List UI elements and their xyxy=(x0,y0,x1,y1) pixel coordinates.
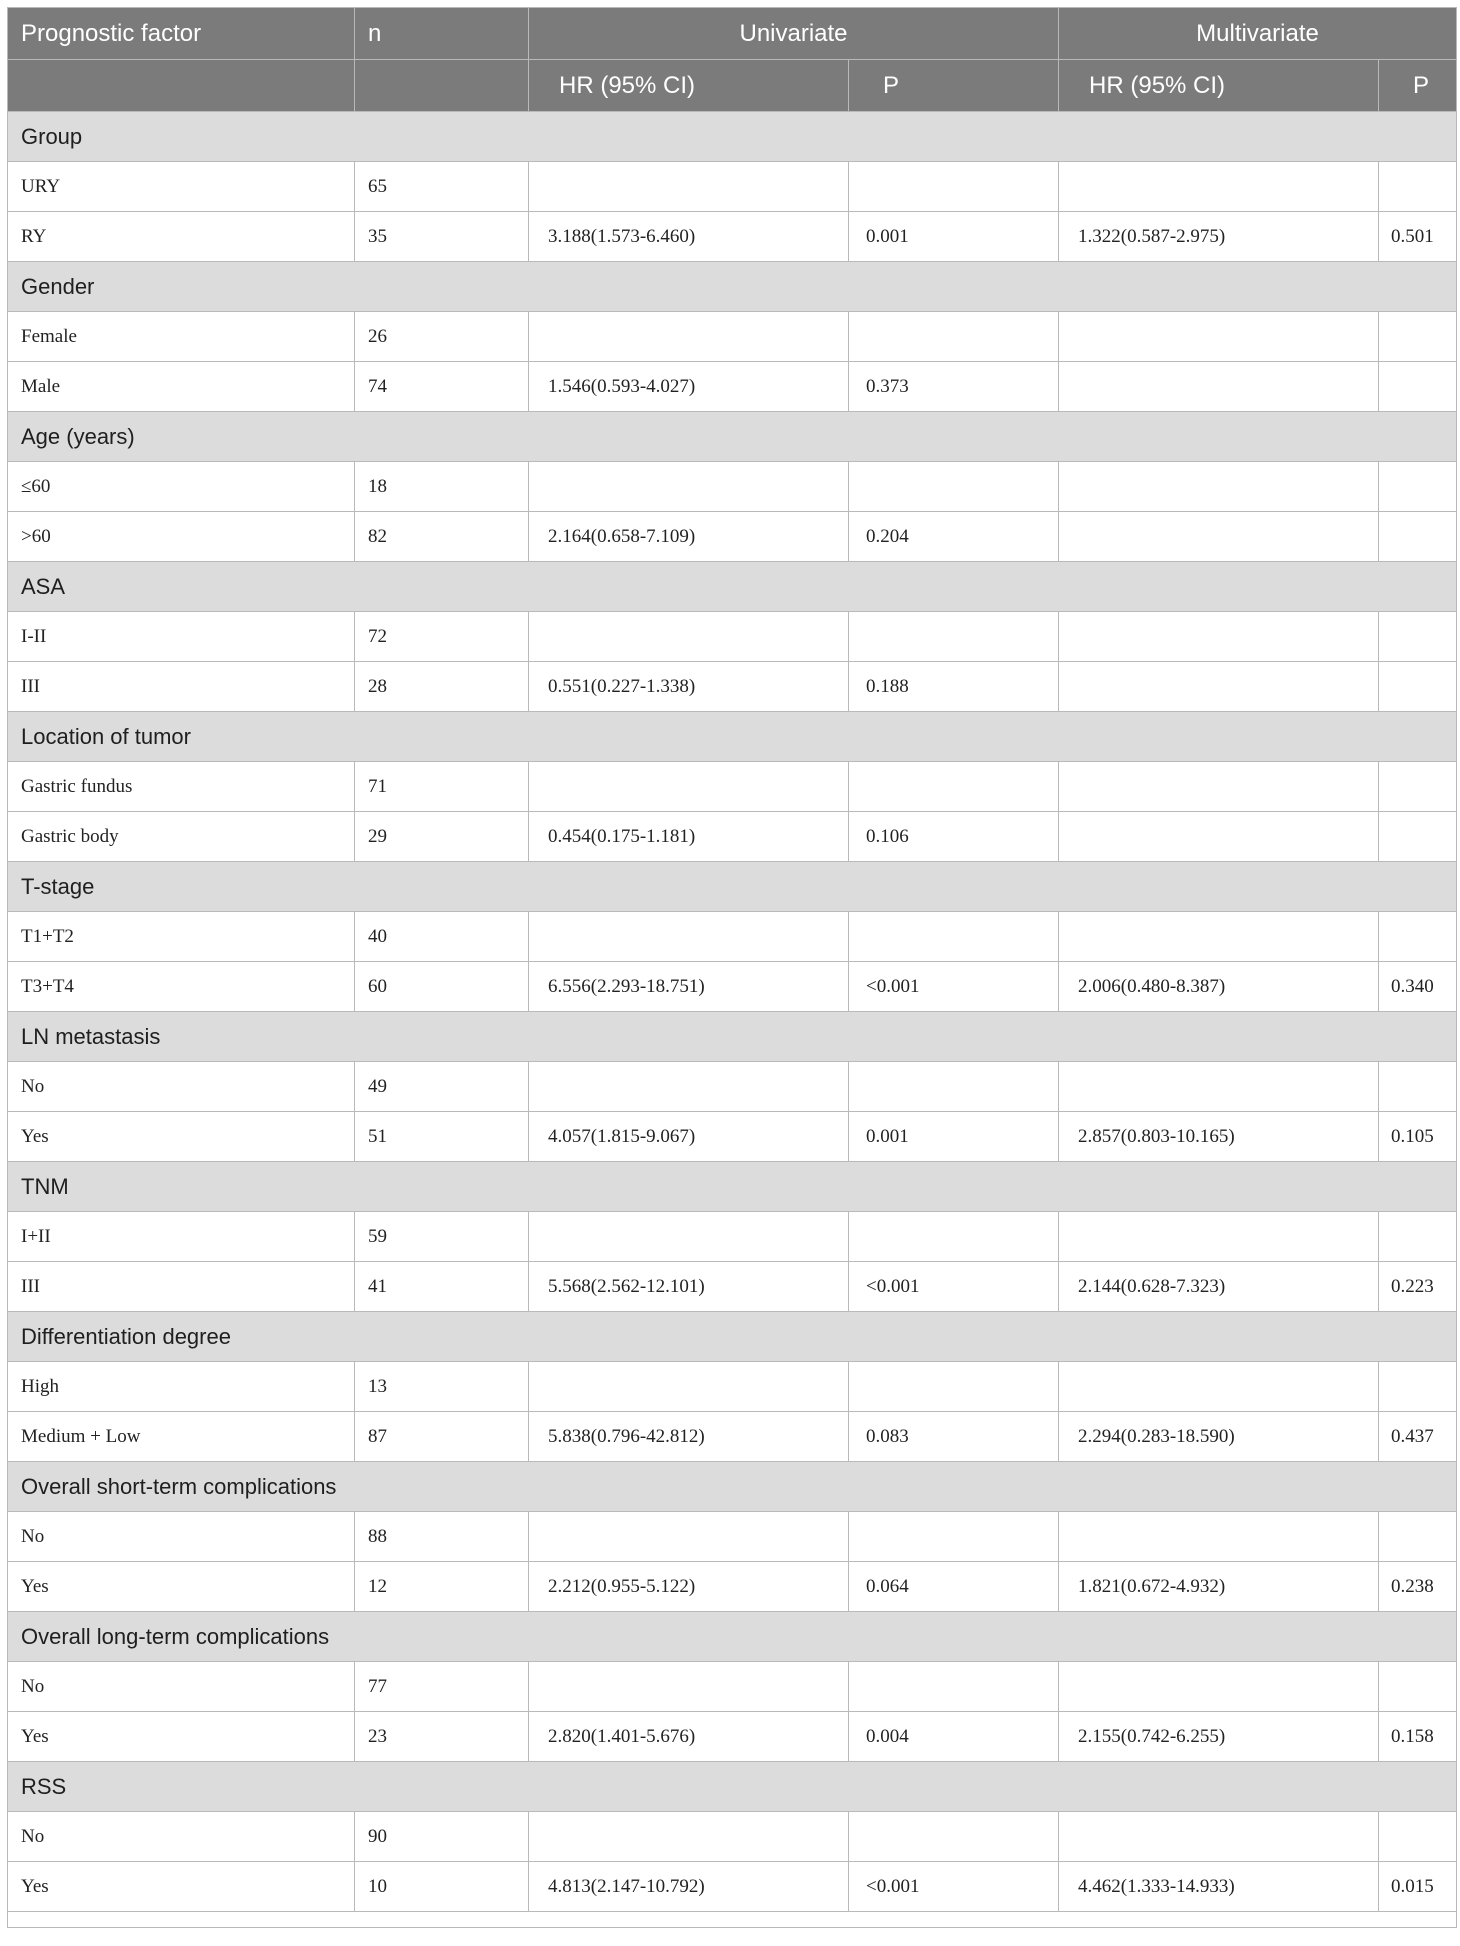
row-univariate-p xyxy=(849,1362,1059,1412)
header-blank-n xyxy=(355,60,529,112)
row-n: 60 xyxy=(355,962,529,1012)
row-n: 18 xyxy=(355,462,529,512)
row-multivariate-hr xyxy=(1059,462,1379,512)
row-label: RY xyxy=(8,212,355,262)
header-row-sub xyxy=(8,60,1457,112)
row-univariate-p xyxy=(849,762,1059,812)
row-label: Yes xyxy=(8,1562,355,1612)
row-multivariate-p xyxy=(1379,1662,1457,1712)
table-row xyxy=(8,1412,1457,1462)
table-row xyxy=(8,312,1457,362)
section-title: T-stage xyxy=(8,862,1457,912)
table-row xyxy=(8,912,1457,962)
table-header xyxy=(8,8,1457,112)
section-title: Age (years) xyxy=(8,412,1457,462)
header-univariate-hr: HR (95% CI) xyxy=(529,60,849,112)
row-multivariate-p: 0.223 xyxy=(1379,1262,1457,1312)
row-n: 87 xyxy=(355,1412,529,1462)
table-row xyxy=(8,612,1457,662)
prognostic-factor-table xyxy=(7,7,1457,1928)
table-row xyxy=(8,1862,1457,1912)
section-row xyxy=(8,1012,1457,1062)
row-univariate-p xyxy=(849,162,1059,212)
row-univariate-p xyxy=(849,612,1059,662)
row-multivariate-p xyxy=(1379,612,1457,662)
table-row xyxy=(8,962,1457,1012)
section-row xyxy=(8,862,1457,912)
section-title: ASA xyxy=(8,562,1457,612)
row-n: 49 xyxy=(355,1062,529,1112)
row-multivariate-p xyxy=(1379,512,1457,562)
table-row xyxy=(8,462,1457,512)
table-row xyxy=(8,1112,1457,1162)
row-label: No xyxy=(8,1812,355,1862)
row-univariate-p: 0.083 xyxy=(849,1412,1059,1462)
row-univariate-hr xyxy=(529,1812,849,1862)
row-n: 82 xyxy=(355,512,529,562)
section-title: Group xyxy=(8,112,1457,162)
row-label: Yes xyxy=(8,1112,355,1162)
row-n: 28 xyxy=(355,662,529,712)
row-multivariate-hr xyxy=(1059,312,1379,362)
row-univariate-hr: 0.551(0.227-1.338) xyxy=(529,662,849,712)
row-n: 77 xyxy=(355,1662,529,1712)
table-row xyxy=(8,1062,1457,1112)
row-univariate-p: 0.064 xyxy=(849,1562,1059,1612)
row-label: >60 xyxy=(8,512,355,562)
row-univariate-hr: 2.212(0.955-5.122) xyxy=(529,1562,849,1612)
section-row xyxy=(8,562,1457,612)
row-n: 51 xyxy=(355,1112,529,1162)
row-multivariate-hr xyxy=(1059,662,1379,712)
row-label: ≤60 xyxy=(8,462,355,512)
row-univariate-p xyxy=(849,1212,1059,1262)
row-n: 12 xyxy=(355,1562,529,1612)
row-label: High xyxy=(8,1362,355,1412)
row-n: 41 xyxy=(355,1262,529,1312)
header-prognostic-factor: Prognostic factor xyxy=(8,8,355,60)
row-label: I-II xyxy=(8,612,355,662)
section-title: RSS xyxy=(8,1762,1457,1812)
section-row xyxy=(8,712,1457,762)
table-row xyxy=(8,212,1457,262)
row-multivariate-p xyxy=(1379,662,1457,712)
row-univariate-hr xyxy=(529,1362,849,1412)
section-row xyxy=(8,112,1457,162)
row-multivariate-p: 0.238 xyxy=(1379,1562,1457,1612)
row-n: 74 xyxy=(355,362,529,412)
row-n: 29 xyxy=(355,812,529,862)
section-row xyxy=(8,1162,1457,1212)
row-multivariate-hr xyxy=(1059,762,1379,812)
row-multivariate-hr xyxy=(1059,1212,1379,1262)
row-label: T3+T4 xyxy=(8,962,355,1012)
row-univariate-p: 0.001 xyxy=(849,212,1059,262)
row-univariate-hr xyxy=(529,612,849,662)
section-row xyxy=(8,262,1457,312)
row-n: 71 xyxy=(355,762,529,812)
row-label: III xyxy=(8,662,355,712)
row-univariate-hr xyxy=(529,1212,849,1262)
table-row xyxy=(8,162,1457,212)
row-multivariate-hr xyxy=(1059,1362,1379,1412)
row-n: 90 xyxy=(355,1812,529,1862)
row-label: Medium + Low xyxy=(8,1412,355,1462)
row-multivariate-p xyxy=(1379,1062,1457,1112)
row-n: 72 xyxy=(355,612,529,662)
row-univariate-p: 0.004 xyxy=(849,1712,1059,1762)
section-title: TNM xyxy=(8,1162,1457,1212)
row-label: Gastric fundus xyxy=(8,762,355,812)
section-row xyxy=(8,1762,1457,1812)
row-univariate-p: <0.001 xyxy=(849,1262,1059,1312)
row-univariate-hr: 1.546(0.593-4.027) xyxy=(529,362,849,412)
row-univariate-p: <0.001 xyxy=(849,1862,1059,1912)
row-multivariate-p xyxy=(1379,162,1457,212)
row-univariate-p: 0.001 xyxy=(849,1112,1059,1162)
header-univariate-p: P xyxy=(849,60,1059,112)
row-multivariate-p xyxy=(1379,762,1457,812)
row-univariate-hr xyxy=(529,462,849,512)
row-multivariate-p xyxy=(1379,912,1457,962)
row-multivariate-p xyxy=(1379,462,1457,512)
row-univariate-p: 0.373 xyxy=(849,362,1059,412)
row-multivariate-hr xyxy=(1059,162,1379,212)
row-univariate-hr xyxy=(529,312,849,362)
row-n: 65 xyxy=(355,162,529,212)
header-n: n xyxy=(355,8,529,60)
row-univariate-p xyxy=(849,1512,1059,1562)
row-univariate-hr xyxy=(529,1512,849,1562)
row-multivariate-p xyxy=(1379,1512,1457,1562)
table-row xyxy=(8,1362,1457,1412)
section-title: Overall short-term complications xyxy=(8,1462,1457,1512)
section-row xyxy=(8,1312,1457,1362)
row-multivariate-hr xyxy=(1059,912,1379,962)
row-univariate-hr: 6.556(2.293-18.751) xyxy=(529,962,849,1012)
header-row-top xyxy=(8,8,1457,60)
section-row xyxy=(8,1612,1457,1662)
row-label: Yes xyxy=(8,1862,355,1912)
header-multivariate: Multivariate xyxy=(1059,8,1457,60)
row-multivariate-p: 0.501 xyxy=(1379,212,1457,262)
row-univariate-p xyxy=(849,312,1059,362)
table-footer-row xyxy=(8,1912,1457,1928)
row-multivariate-hr xyxy=(1059,512,1379,562)
row-univariate-hr: 0.454(0.175-1.181) xyxy=(529,812,849,862)
row-univariate-hr xyxy=(529,912,849,962)
row-univariate-hr: 4.057(1.815-9.067) xyxy=(529,1112,849,1162)
row-label: I+II xyxy=(8,1212,355,1262)
table-row xyxy=(8,1812,1457,1862)
row-multivariate-hr xyxy=(1059,1512,1379,1562)
row-multivariate-p: 0.015 xyxy=(1379,1862,1457,1912)
table-row xyxy=(8,362,1457,412)
section-title: LN metastasis xyxy=(8,1012,1457,1062)
section-title: Overall long-term complications xyxy=(8,1612,1457,1662)
table-row xyxy=(8,762,1457,812)
row-univariate-hr xyxy=(529,162,849,212)
row-univariate-p xyxy=(849,912,1059,962)
row-univariate-hr: 2.164(0.658-7.109) xyxy=(529,512,849,562)
row-univariate-p xyxy=(849,462,1059,512)
row-multivariate-hr xyxy=(1059,1062,1379,1112)
row-univariate-hr xyxy=(529,1062,849,1112)
row-multivariate-hr: 2.294(0.283-18.590) xyxy=(1059,1412,1379,1462)
row-n: 35 xyxy=(355,212,529,262)
row-univariate-hr: 3.188(1.573-6.460) xyxy=(529,212,849,262)
row-univariate-hr: 5.838(0.796-42.812) xyxy=(529,1412,849,1462)
row-multivariate-hr: 2.006(0.480-8.387) xyxy=(1059,962,1379,1012)
row-multivariate-hr: 2.155(0.742-6.255) xyxy=(1059,1712,1379,1762)
row-univariate-p xyxy=(849,1662,1059,1712)
row-univariate-p: 0.188 xyxy=(849,662,1059,712)
row-univariate-hr xyxy=(529,1662,849,1712)
row-multivariate-p xyxy=(1379,812,1457,862)
row-multivariate-hr: 1.322(0.587-2.975) xyxy=(1059,212,1379,262)
row-n: 13 xyxy=(355,1362,529,1412)
row-label: Yes xyxy=(8,1712,355,1762)
row-univariate-hr xyxy=(529,762,849,812)
row-univariate-p: 0.204 xyxy=(849,512,1059,562)
row-univariate-hr: 5.568(2.562-12.101) xyxy=(529,1262,849,1312)
row-multivariate-hr: 2.144(0.628-7.323) xyxy=(1059,1262,1379,1312)
table-row xyxy=(8,1212,1457,1262)
table-row xyxy=(8,1712,1457,1762)
row-multivariate-p: 0.105 xyxy=(1379,1112,1457,1162)
section-title: Gender xyxy=(8,262,1457,312)
row-label: No xyxy=(8,1662,355,1712)
row-multivariate-hr: 1.821(0.672-4.932) xyxy=(1059,1562,1379,1612)
row-univariate-p xyxy=(849,1062,1059,1112)
row-multivariate-hr xyxy=(1059,612,1379,662)
row-multivariate-p xyxy=(1379,1812,1457,1862)
row-n: 26 xyxy=(355,312,529,362)
row-univariate-hr: 4.813(2.147-10.792) xyxy=(529,1862,849,1912)
table-row xyxy=(8,512,1457,562)
row-n: 88 xyxy=(355,1512,529,1562)
row-label: URY xyxy=(8,162,355,212)
table-row xyxy=(8,1662,1457,1712)
row-multivariate-hr: 4.462(1.333-14.933) xyxy=(1059,1862,1379,1912)
row-univariate-p: 0.106 xyxy=(849,812,1059,862)
row-multivariate-p: 0.158 xyxy=(1379,1712,1457,1762)
row-multivariate-p xyxy=(1379,1362,1457,1412)
row-multivariate-p xyxy=(1379,312,1457,362)
header-multivariate-p: P xyxy=(1379,60,1457,112)
row-multivariate-hr xyxy=(1059,812,1379,862)
row-multivariate-p: 0.340 xyxy=(1379,962,1457,1012)
row-multivariate-p: 0.437 xyxy=(1379,1412,1457,1462)
row-label: Gastric body xyxy=(8,812,355,862)
row-n: 10 xyxy=(355,1862,529,1912)
header-multivariate-hr: HR (95% CI) xyxy=(1059,60,1379,112)
section-title: Location of tumor xyxy=(8,712,1457,762)
row-label: T1+T2 xyxy=(8,912,355,962)
row-n: 40 xyxy=(355,912,529,962)
row-label: No xyxy=(8,1512,355,1562)
row-label: Female xyxy=(8,312,355,362)
prognostic-factor-table-container xyxy=(7,7,1456,1928)
section-title: Differentiation degree xyxy=(8,1312,1457,1362)
table-body xyxy=(8,112,1457,1928)
table-row xyxy=(8,662,1457,712)
table-row xyxy=(8,1562,1457,1612)
header-blank-factor xyxy=(8,60,355,112)
row-multivariate-hr: 2.857(0.803-10.165) xyxy=(1059,1112,1379,1162)
table-row xyxy=(8,812,1457,862)
row-n: 59 xyxy=(355,1212,529,1262)
section-row xyxy=(8,1462,1457,1512)
row-univariate-p xyxy=(849,1812,1059,1862)
row-univariate-p: <0.001 xyxy=(849,962,1059,1012)
row-multivariate-hr xyxy=(1059,362,1379,412)
row-label: No xyxy=(8,1062,355,1112)
row-multivariate-hr xyxy=(1059,1662,1379,1712)
row-multivariate-hr xyxy=(1059,1812,1379,1862)
table-footer-cell xyxy=(8,1912,1457,1928)
row-n: 23 xyxy=(355,1712,529,1762)
row-univariate-hr: 2.820(1.401-5.676) xyxy=(529,1712,849,1762)
table-row xyxy=(8,1512,1457,1562)
header-univariate: Univariate xyxy=(529,8,1059,60)
row-label: Male xyxy=(8,362,355,412)
row-label: III xyxy=(8,1262,355,1312)
row-multivariate-p xyxy=(1379,1212,1457,1262)
row-multivariate-p xyxy=(1379,362,1457,412)
table-row xyxy=(8,1262,1457,1312)
section-row xyxy=(8,412,1457,462)
